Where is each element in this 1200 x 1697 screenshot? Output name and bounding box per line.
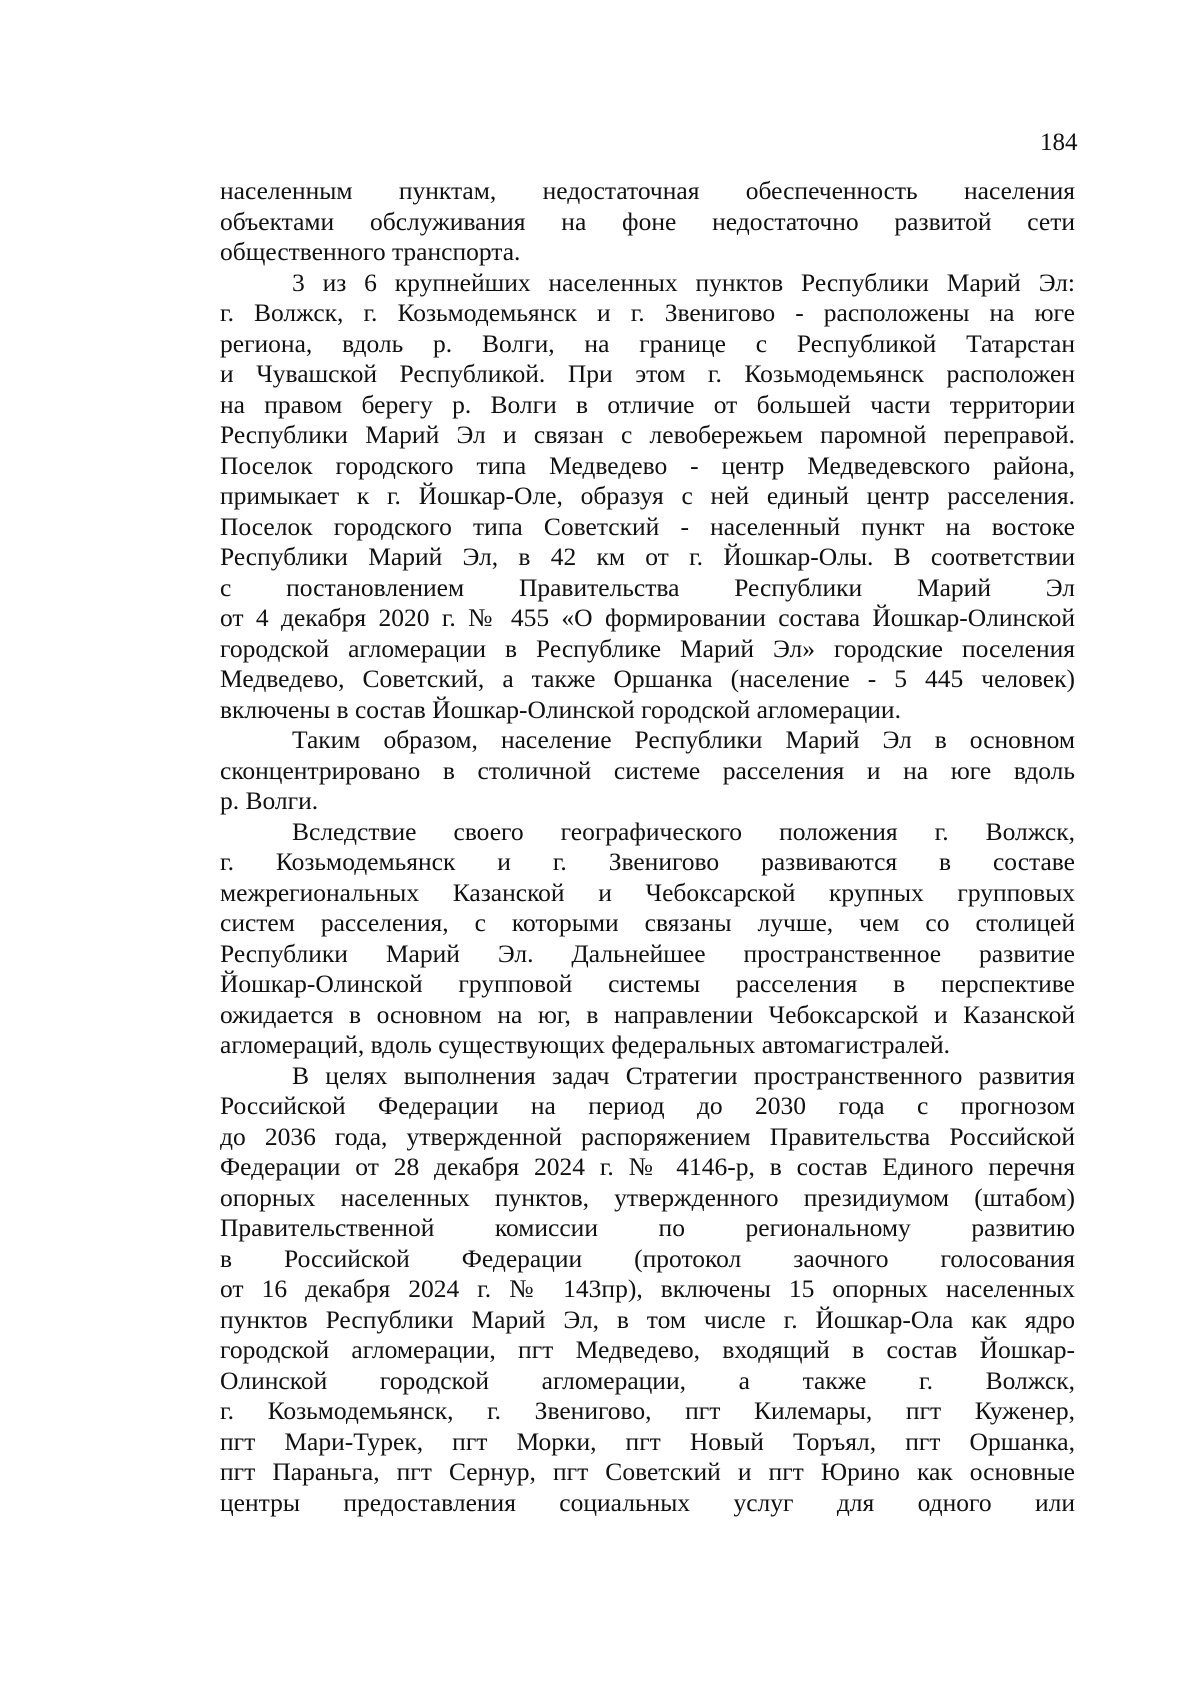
text-line: примыкает к г. Йошкар-Оле, образуя с ней единый центр расселения. — [220, 481, 1075, 510]
text-line: Медведево, Советский, а также Оршанка (население - 5 445 человек) — [220, 664, 1075, 693]
text-line: р. Волги. — [220, 786, 319, 815]
text-line: Таким образом, население Республики Марий Эл в основном — [292, 725, 1075, 754]
text-line: 3 из 6 крупнейших населенных пунктов Республики Марий Эл: — [292, 267, 1075, 297]
text-line: на правом берегу р. Волги в отличие от большей части территории — [220, 389, 1075, 419]
text-line: пунктов Республики Марий Эл, в том числе г. Йошкар-Ола как ядро — [220, 1304, 1075, 1334]
text-line: Федерации от 28 декабря 2024 г. № 4146-р, в состав Единого перечня — [220, 1152, 1075, 1181]
text-line: центры предоставления социальных услуг для одного или — [220, 1487, 1075, 1517]
text-line: объектами обслуживания на фоне недостаточно развитой сети — [220, 206, 1075, 236]
text-line: до 2036 года, утвержденной распоряжением Правительства Российской — [220, 1121, 1075, 1151]
paragraph — [220, 817, 1075, 1061]
text-line: систем расселения, с которыми связаны лучше, чем со столицей — [220, 908, 1075, 937]
paragraph — [220, 268, 1075, 726]
text-line: опорных населенных пунктов, утвержденного президиумом (штабом) — [220, 1182, 1075, 1212]
text-line: межрегиональных Казанской и Чебоксарской крупных групповых — [220, 877, 1075, 907]
text-line: Республики Марий Эл, в 42 км от г. Йошкар-Олы. В соответствии — [220, 542, 1075, 571]
text-line: населенным пунктам, недостаточная обеспеченность населения — [220, 176, 1075, 205]
text-line: сконцентрировано в столичной системе расселения и на юге вдоль — [220, 755, 1075, 785]
text-line: от 16 декабря 2024 г. № 143пр), включены 15 опорных населенных — [220, 1274, 1075, 1303]
text-line: Правительственной комиссии по региональному развитию — [220, 1213, 1075, 1242]
text-line: пгт Параньга, пгт Сернур, пгт Советский и пгт Юрино как основные — [220, 1457, 1075, 1486]
text-line: с постановлением Правительства Республики Марий Эл — [220, 572, 1075, 602]
text-line: ожидается в основном на юг, в направлении Чебоксарской и Казанской — [220, 999, 1075, 1029]
paragraph — [220, 725, 1075, 817]
text-line: пгт Мари-Турек, пгт Морки, пгт Новый Торъял, пгт Оршанка, — [220, 1426, 1075, 1456]
paragraph — [220, 176, 1075, 268]
text-line: городской агломерации, пгт Медведево, входящий в состав Йошкар- — [220, 1335, 1075, 1364]
body-text — [220, 176, 1075, 1518]
paragraph — [220, 1061, 1075, 1519]
text-line: Российской Федерации на период до 2030 года с прогнозом — [220, 1091, 1075, 1120]
text-line: В целях выполнения задач Стратегии пространственного развития — [292, 1060, 1075, 1090]
text-line: Йошкар-Олинской групповой системы расселения в перспективе — [220, 969, 1075, 998]
text-line: г. Волжск, г. Козьмодемьянск и г. Звенигово - расположены на юге — [220, 298, 1075, 327]
text-line: агломераций, вдоль существующих федеральных автомагистралей. — [220, 1030, 951, 1059]
text-line: г. Козьмодемьянск и г. Звенигово развиваются в составе — [220, 847, 1075, 876]
text-line: Олинской городской агломерации, а также г. Волжск, — [220, 1365, 1075, 1395]
text-line: и Чувашской Республикой. При этом г. Козьмодемьянск расположен — [220, 359, 1075, 388]
text-line: г. Козьмодемьянск, г. Звенигово, пгт Килемары, пгт Куженер, — [220, 1396, 1075, 1425]
text-line: общественного транспорта. — [220, 237, 521, 266]
text-line: Республики Марий Эл. Дальнейшее пространственное развитие — [220, 938, 1075, 968]
text-line: городской агломерации в Республике Марий Эл» городские поселения — [220, 633, 1075, 663]
text-line: Поселок городского типа Медведево - центр Медведевского района, — [220, 450, 1075, 480]
text-line: от 4 декабря 2020 г. № 455 «О формировании состава Йошкар-Олинской — [220, 603, 1075, 632]
text-line: Вследствие своего географического положения г. Волжск, — [292, 816, 1075, 846]
text-line: в Российской Федерации (протокол заочного голосования — [220, 1243, 1075, 1273]
text-line: включены в состав Йошкар-Олинской городской агломерации. — [220, 694, 901, 724]
text-line: Поселок городского типа Советский - населенный пункт на востоке — [220, 511, 1075, 541]
text-line: региона, вдоль р. Волги, на границе с Республикой Татарстан — [220, 328, 1075, 358]
page-number: 184 — [1040, 129, 1078, 156]
text-line: Республики Марий Эл и связан с левобережьем паромной переправой. — [220, 420, 1075, 449]
